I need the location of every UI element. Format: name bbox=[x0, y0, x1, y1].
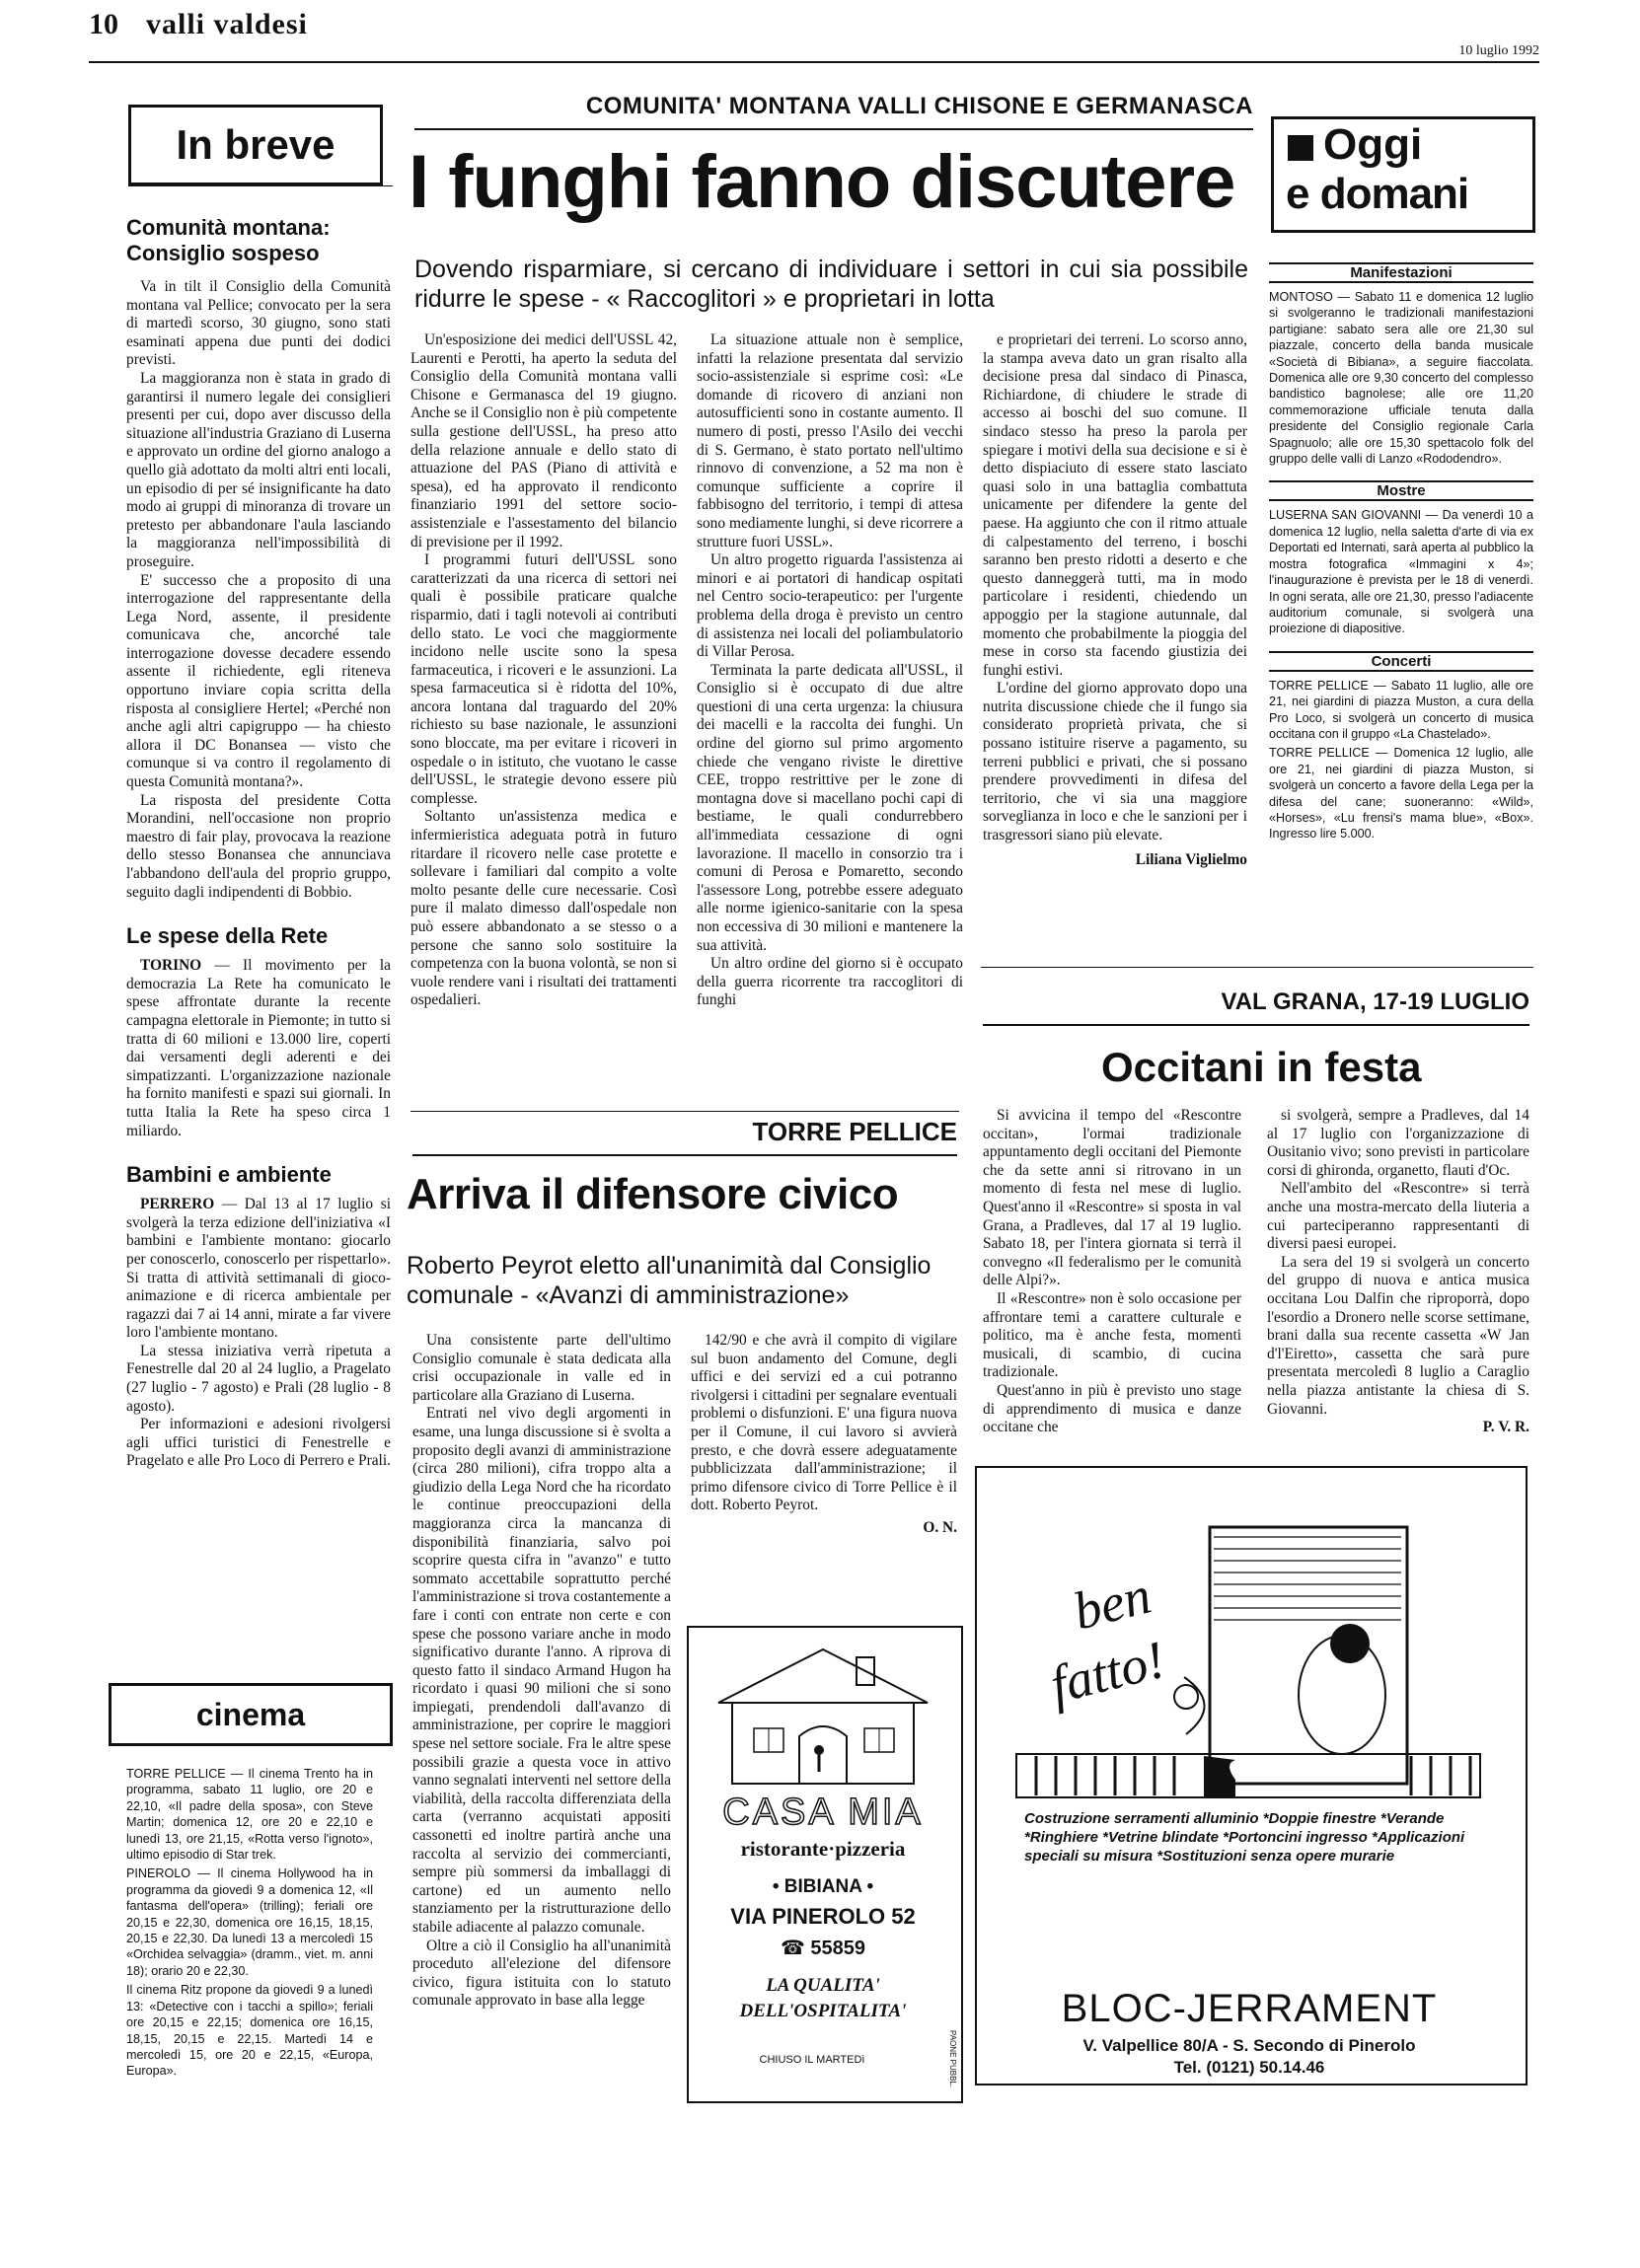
item-headline: Comunità montana: Consiglio sospeso bbox=[126, 215, 331, 265]
oggi-title-2: e domani bbox=[1286, 170, 1469, 218]
difensore-kicker: TORRE PELLICE bbox=[752, 1117, 957, 1146]
paragraph: Un altro progetto riguarda l'assistenza ai minori e ai portatori di handicap ospitati nel Centro socio-terapeutico: per l'urgente problema della droga è previsto un centro di assistenza nei locali del poliambulatorio di Villar Perosa. bbox=[697, 551, 963, 661]
occitani-column-1 bbox=[983, 1107, 1241, 1437]
paragraph: E' successo che a proposito di una interrogazione del rappresentante della Lega Nord, assente, il presidente comunicava che, ancorché tale interrogazione dovesse decadere essendo assente il richiedente, egli riteneva opportuno inviare copia scritta della risposta al consigliere Hertel; «Perché non anche agli altri capigruppo — ha chiesto allora il DC Bonansea — visto che comunque si va contro il regolamento di questa Comunità montana?». bbox=[126, 571, 391, 791]
dateline: PERRERO bbox=[140, 1196, 215, 1213]
occitani-kicker-rule bbox=[983, 1024, 1529, 1026]
difensore-byline: O. N. bbox=[923, 1518, 957, 1536]
paragraph: Un altro ordine del giorno si è occupato della guerra ricorrente tra raccoglitori di funghi bbox=[697, 955, 963, 1009]
ad-type: ristorante·pizzeria bbox=[740, 1837, 906, 1861]
paragraph: si svolgerà, sempre a Pradleves, dal 14 al 17 luglio con l'organizzazione di Ousitanio vivo; sono previsti in particolare corsi di ghironda, organetto, flauti d'Oc. bbox=[1267, 1107, 1529, 1179]
cinema-listings bbox=[126, 1766, 373, 2083]
funghi-byline: Liliana Viglielmo bbox=[1135, 850, 1247, 868]
divider-center bbox=[410, 1111, 959, 1112]
ad-script-2: fatto! bbox=[1044, 1629, 1171, 1716]
in-breve-item-2 bbox=[126, 923, 391, 1140]
funghi-headline: I funghi fanno discutere bbox=[409, 140, 1235, 224]
paragraph: La risposta del presidente Cotta Morandini, nell'occasione non proprio maestro di fair play, provocava la reazione dello stesso Bonansea che annunciava l'abbandono dell'aula del proprio gruppo, seguito dagli indipendenti di Bobbio. bbox=[126, 791, 391, 901]
ad-bloc-serrament bbox=[975, 1466, 1528, 2085]
section-head-mostre: Mostre bbox=[1269, 480, 1533, 501]
paragraph: Un'esposizione dei medici dell'USSL 42, Laurenti e Perotti, ha aperto la seduta del Consiglio della Comunità montana valli Chisone e Germanasca del 19 giugno. Anche se il Consiglio non è più competente sulla gestione dell'USSL, ha preso atto della relazione annuale e dello stato di attuazione del PAS (Piano di attività e spesa), ed ha approvato il rendiconto finanziario 1991 del settore socio-assistenziale e l'assestamento del bilancio di previsione per il 1992. bbox=[410, 331, 677, 550]
funghi-kicker: COMUNITA' MONTANA VALLI CHISONE E GERMANASCA bbox=[585, 93, 1253, 119]
ad-slogan-1: LA QUALITA' bbox=[766, 1975, 880, 1996]
occitani-headline: Occitani in festa bbox=[1101, 1044, 1422, 1090]
divider-right-upper bbox=[981, 967, 1533, 968]
oggi-title-1: Oggi bbox=[1323, 120, 1423, 169]
paragraph: La sera del 19 si svolgerà un concerto del gruppo di nuova e antica musica occitana Lou Dalfin che riproporrà, dopo l'esordio a Dronero nelle scorse settimane, brani dalla sua recente cassetta «W Jan d'l'Eiretto», cassetta che sarà pure presentata mercoledì 8 luglio a Caraglio nella piazza antistante la chiesa di S. Giovanni. bbox=[1267, 1253, 1529, 1418]
page-number: 10 bbox=[89, 8, 118, 40]
item-headline: Bambini e ambiente bbox=[126, 1162, 332, 1188]
paragraph: Quest'anno in più è previsto uno stage di apprendimento di musica e danze occitane che bbox=[983, 1381, 1241, 1436]
item-headline: Le spese della Rete bbox=[126, 923, 329, 949]
paragraph: I programmi futuri dell'USSL sono caratterizzati da una ricerca di settori nei quali è possibile praticare qualche risparmio, dati i tagli notevoli ai contributi dello stato. Le voci che maggiormente incidono nelle uscite sono la spesa farmaceutica, i ricoveri e le assunzioni. La spesa farmaceutica si è ridotta del 10%, ancora lontana dal traguardo del 20% richiesto su base nazionale, le assunzioni sono bloccate, ma per evitare i ricoveri in ospedale o in istituto, che vuotano le casse dell'USSL, le strategie devono essere più complesse. bbox=[410, 551, 677, 807]
funghi-column-3 bbox=[983, 331, 1247, 869]
oggi-box bbox=[1271, 116, 1535, 233]
paragraph-text: — Il movimento per la democrazia La Rete ha comunicato le spese affrontate durante la recente campagna elettorale in Piemonte; in tutto si tratta di 60 milioni e 13.000 lire, coperti dai versamenti degli aderenti e dei simpatizzanti. L'organizzazione nazionale ha fornito manifesti e spazi sui giornali. In tutta Italia la Rete ha speso circa 1 miliardo. bbox=[126, 957, 391, 1139]
ad-bloc-address: V. Valpellice 80/A - S. Secondo di Pinerolo bbox=[1082, 2036, 1416, 2055]
difensore-column-2 bbox=[691, 1332, 957, 1538]
section-head-manifestazioni: Manifestazioni bbox=[1269, 262, 1533, 283]
section-body bbox=[1269, 507, 1533, 636]
ad-casa-mia bbox=[687, 1626, 963, 2103]
ad-phone-row bbox=[689, 1936, 957, 1960]
ad-name: CASA MIA bbox=[722, 1792, 924, 1833]
occitani-column-2 bbox=[1267, 1107, 1529, 1437]
in-breve-underline bbox=[128, 185, 393, 186]
cinema-paragraph: PINEROLO — Il cinema Hollywood ha in programma da giovedì 9 a domenica 12, «Il fantasma dell'opera» (trilling); feriali ore 20,15 e 22,30, domenica ore 16,15, 18,15, 20,15 e 22,30. Da lunedì 13 a mercoledì 15 «Orchidea selvaggia» (dramm., viet. m. anni 18); orario 20 e 22,30. bbox=[126, 1866, 373, 1978]
paragraph: e proprietari dei terreni. Lo scorso anno, la stampa aveva dato un gran risalto alla decisione presa dal sindaco di Pinasca, Richiardone, di chiudere le strade di accesso ai boschi del suo comune. Il sindaco stesso ha preso la parola per spiegare i motivi della sua decisione e si è detto dispiaciuto di essere stato lasciato quasi solo in una battaglia combattuta unicamente per difendere la gente del paese. Ha aggiunto che con il ritmo attuale di calpestamento del terreno, i boschi saranno ben presto ridotti a deserto e che questo danneggerà tutti, ma in modo particolare i residenti, chiedendo un appoggio per la stagione autunnale, dal momento che probabilmente la pioggia del mese in corso sta facendo giustizia dei funghi estivi. bbox=[983, 331, 1247, 679]
paragraph: Soltanto un'assistenza medica e infermieristica adeguata potrà in futuro ritardare il ricovero nelle case protette e sollevare i familiari dal compito a volte molto pesante delle cure necessarie. Così pure il malato dimesso dall'ospedale non può essere abbandonato a se stesso o a persone che sanno solo sostituire la competenza con la buona volontà, se non si vuole rendere vani i risultati dei trattamenti ospedalieri. bbox=[410, 808, 677, 1009]
paragraph: Il «Rescontre» non è solo occasione per affrontare temi a carattere culturale e politico, ma è anche festa, momenti musicali, di scambio, di cucina tradizionale. bbox=[983, 1289, 1241, 1381]
in-breve-box bbox=[128, 105, 383, 185]
cinema-title: cinema bbox=[195, 1696, 306, 1732]
funghi-kicker-rule bbox=[414, 128, 1253, 130]
event-paragraph: LUSERNA SAN GIOVANNI — Da venerdì 10 a domenica 12 luglio, nella saletta d'arte di via ex Deportati ed Internati, sarà aperta al pubblico la mostra fotografica «Immagini x 4»; l'inaugurazione è prevista per le 18 di venerdì. In ogni serata, alle ore 21,30, presso l'adiacente auditorium comunale, si svolgerà una proiezione di diapositive. bbox=[1269, 508, 1533, 636]
paragraph: Per informazioni e adesioni rivolgersi agli uffici turistici di Fenestrelle e Pragelato e alle Pro Loco di Perrero e Prali. bbox=[126, 1416, 391, 1470]
section-body bbox=[1269, 289, 1533, 467]
ad-town: • BIBIANA • bbox=[772, 1876, 874, 1897]
oggi-column bbox=[1269, 262, 1533, 845]
window-illustration bbox=[977, 1468, 1522, 1823]
in-breve-item-1 bbox=[126, 215, 391, 902]
paragraph: 142/90 e che avrà il compito di vigilare sul buon andamento del Comune, degli uffici e dei servizi ed a cui potranno rivolgersi i cittadini per segnalare eventuali problemi o disfunzioni. E' una figura nuova per il Comune, il cui lavoro si avvierà presto, e che dovrà essere adeguatamente pubblicizzata dall'amministrazione; il primo difensore civico di Torre Pellice è il dott. Roberto Peyrot. bbox=[691, 1332, 957, 1514]
difensore-column-1 bbox=[412, 1332, 671, 2011]
difensore-kicker-rule bbox=[412, 1154, 957, 1156]
in-breve-title: In breve bbox=[176, 121, 335, 168]
masthead-rule bbox=[89, 61, 1539, 63]
dateline: TORINO bbox=[140, 957, 202, 975]
ad-address: VIA PINEROLO 52 bbox=[730, 1904, 916, 1929]
paragraph: Nell'ambito del «Rescontre» si terrà anche una mostra-mercato della liuteria a cui parteciperanno rappresentanti di diversi paesi europei. bbox=[1267, 1180, 1529, 1253]
event-paragraph: TORRE PELLICE — Sabato 11 luglio, alle ore 21, nei giardini di piazza Muston, a cura della Pro Loco, si svolgerà un concerto di musica occitana con il gruppo «La Chastelado». bbox=[1269, 678, 1533, 741]
funghi-subhead: Dovendo risparmiare, si cercano di individuare i settori in cui sia possibile ridurre le spese - « Raccoglitori » e proprietari in lotta bbox=[414, 256, 1248, 313]
ad-bloc-name: BLOC-JERRAMENT bbox=[1061, 1987, 1438, 2030]
phone-icon: ☎ bbox=[780, 1938, 805, 1959]
event-paragraph: MONTOSO — Sabato 11 e domenica 12 luglio si svolgeranno le tradizionali manifestazioni partigiane: sabato sera alle ore 21,30 sul piazzale, concerto della banda musicale «Società di Bibiana», a seguire fiaccolata. Domenica alle ore 9,30 concerto del complesso bandistico bagnolese; alle ore 11,20 commemorazione ufficiale tenuta dalla presidente del Consiglio regionale Carla Spagnuolo; alle ore 15,30 spettacolo folk del gruppo delle valli di Lanzo «Rododendro». bbox=[1269, 290, 1533, 467]
paragraph: La stessa iniziativa verrà ripetuta a Fenestrelle dal 20 al 24 luglio, a Pragelato (27 luglio - 7 agosto) e Prali (28 luglio - 8 agosto). bbox=[126, 1342, 391, 1415]
paragraph: Oltre a ciò il Consiglio ha all'unanimità proceduto all'elezione del difensore civico, figura istituita con lo statuto comunale approvato in base alla legge bbox=[412, 1937, 671, 2010]
paragraph: Terminata la parte dedicata all'USSL, il Consiglio si è occupato di due altre questioni di una certa urgenza: la chiusura dei macelli e la raccolta dei funghi. Un ordine del giorno sul primo argomento chiede che vengano riviste le direttive CEE, troppo restrittive per le zone di montagna dove si macellano pochi capi di bestiame, le quali condurrebbero all'immediata cessazione di ogni lavorazione. Il macello in consorzio tra i comuni di Perosa e Pomaretto, secondo l'assessore Long, potrebbe essere adeguato alle norme igienico-sanitarie con la spesa non eccessiva di 30 milioni e mantenere la sua attività. bbox=[697, 661, 963, 954]
paragraph: Va in tilt il Consiglio della Comunità montana val Pellice; convocato per la sera di martedì scorso, 30 giugno, sono stati esaminati appena due punti dei dodici previsti. bbox=[126, 278, 391, 369]
cinema-paragraph: TORRE PELLICE — Il cinema Trento ha in programma, sabato 11 luglio, ore 20 e 22,10, «Il padre della sposa», con Steve Martin; domenica 12, ore 20 e 22,10 e lunedì 13, ore 21,15, «Rotta verso l'ignoto», ultimo episodio di Star trek. bbox=[126, 1767, 373, 1863]
ad-description: Costruzione serramenti alluminio *Doppie finestre *Verande *Ringhiere *Vetrine blindate *Portoncini ingresso *Applicazioni speciali su misura *Sostituzioni senza opere murarie bbox=[1024, 1810, 1465, 1865]
paragraph: Si avvicina il tempo del «Rescontre occitan», l'ormai tradizionale appuntamento degli occitani del Piemonte che da sette anni si ritrovano in un momento di festa nel mese di luglio. Quest'anno il «Rescontre» si sposta in val Grana, a Pradleves, dal 17 al 19 luglio. Sabato 18, per l'intera giornata si terrà il convegno «Il federalismo per le comunità delle Alpi?». bbox=[983, 1107, 1241, 1289]
square-bullet-icon bbox=[1288, 135, 1313, 161]
section-body bbox=[1269, 678, 1533, 842]
paragraph: La maggioranza non è stata in grado di garantirsi il numero legale dei consiglieri presenti per cui, dopo aver discusso della situazione all'industria Graziano di Luserna e approvato un ordine del giorno analogo a quello già adottato da molti altri enti locali, un episodio di per sé insignificante ha dato modo ai gruppi di minoranza di trovare un pretesto per abbandonare l'aula lasciando la maggioranza nell'impossibilità di proseguire. bbox=[126, 369, 391, 570]
occitani-byline: P. V. R. bbox=[1482, 1419, 1529, 1436]
ad-agency: PAONE PUBBL. bbox=[948, 2030, 957, 2088]
in-breve-column bbox=[126, 215, 391, 1471]
paper-name: valli valdesi bbox=[146, 8, 308, 40]
paragraph bbox=[126, 957, 391, 1140]
event-paragraph: TORRE PELLICE — Domenica 12 luglio, alle ore 21, nei giardini di piazza Muston, si svolgerà un concerto a favore della Lega per la difesa del cane; suoneranno: «Wild», «Horses», «Lu frensi's mama blue», «Box». Ingresso lire 5.000. bbox=[1269, 746, 1533, 841]
funghi-column-1 bbox=[410, 331, 677, 1010]
paragraph: Una consistente parte dell'ultimo Consiglio comunale è stata dedicata alla crisi occupazionale in valle ed in particolare alla Graziano di Luserna. bbox=[412, 1332, 671, 1404]
house-illustration bbox=[689, 1634, 957, 1792]
difensore-subhead: Roberto Peyrot eletto all'unanimità dal Consiglio comunale - «Avanzi di amministrazione» bbox=[407, 1252, 932, 1309]
occitani-kicker: VAL GRANA, 17-19 LUGLIO bbox=[1221, 988, 1529, 1015]
ad-bloc-phone: Tel. (0121) 50.14.46 bbox=[1173, 2058, 1325, 2077]
ad-slogan-2: DELL'OSPITALITA' bbox=[739, 2001, 907, 2021]
difensore-headline: Arriva il difensore civico bbox=[407, 1170, 899, 1218]
cinema-box bbox=[109, 1683, 393, 1746]
section-head-concerti: Concerti bbox=[1269, 651, 1533, 672]
cinema-paragraph: Il cinema Ritz propone da giovedì 9 a lunedì 13: «Detective con i tacchi a spillo»; feriali ore 20,15 e 22,15; domenica ore 16,15, 18,15, 20,15 e 22,15. Martedì 14 e mercoledì 15, ore 20 e 22,15, «Europa, Europa». bbox=[126, 1983, 373, 2079]
issue-date: 10 luglio 1992 bbox=[1458, 43, 1539, 58]
paragraph: La situazione attuale non è semplice, infatti la relazione presentata dal servizio socio-assistenziale si esprime così: «Le domande di ricovero di anziani non autosufficienti sono in costante aumento. Il numero di posti, presso l'Asilo dei vecchi di S. Germano, è stato portato nell'ultimo rinnovo di convenzione, a 52 ma non è comunque sufficiente a coprire il fabbisogno del territorio, i tempi di attesa sono mediamente lunghi, si deve ricorrere a strutture fuori USSL». bbox=[697, 331, 963, 550]
masthead bbox=[89, 6, 1539, 58]
funghi-column-2 bbox=[697, 331, 963, 1010]
paragraph bbox=[126, 1196, 391, 1343]
paragraph: Entrati nel vivo degli argomenti in esame, una lunga discussione si è svolta a proposito degli avanzi di amministrazione (circa 280 milioni), cifra troppo alta a giudizio della Lega Nord che ha ricordato le continue preoccupazioni della maggioranza circa la mancanza di disponibilità finanziaria, salvo poi scoprire questa cifra in "avanzo" e tutto sommato accettabile soprattutto perché l'amministrazione si trova costantemente a fare i conti con entrate non certe e con spese che possono variare anche in modo significativo durante l'anno. A riprova di questo fatto il sindaco Armand Hugon ha ricordato i quasi 90 milioni che si sono impiegati, prendendoli dall'avanzo di amministrazione, per coprire le maggiori spese nel settore sociale. Fra le altre spese possibili grazie a questa voce in attivo vanno segnalati interventi nel settore della viabilità, della raccolta differenziata della carta (verranno acquistati appositi cassonetti ed inoltre partirà anche una raccolta al servizio dei commercianti, sempre più sommersi da imballaggi di cartone) ed un aumento nello stanziamento per la ristrutturazione dello stabile adiacente al palazzo comunale. bbox=[412, 1405, 671, 1936]
paragraph: L'ordine del giorno approvato dopo una nutrita discussione chiede che il fungo sia considerato proprietà privata, che si possano istituire riserve a pagamento, su terreni pubblici e privati, che si possano prendere provvedimenti in difesa del territorio, che vi sia una maggiore sorveglianza in loco e che le sanzioni per i trasgressori siano più elevate. bbox=[983, 680, 1247, 844]
ad-phone: 55859 bbox=[810, 1938, 866, 1959]
ad-closed: CHIUSO IL MARTEDì bbox=[759, 2054, 865, 2066]
ad-script-1: ben bbox=[1067, 1565, 1157, 1642]
paragraph-text: — Dal 13 al 17 luglio si svolgerà la terza edizione dell'iniziativa «I bambini e l'ambiente montano: giocarlo per conoscerlo, conoscerlo per rispettarlo». Si tratta di attività settimanali di gioco-animazione e di ricerca ambientale per ragazzi dai 7 ai 14 anni, mirate a far vivere loro l'ambiente montano. bbox=[126, 1196, 391, 1342]
in-breve-item-3 bbox=[126, 1162, 391, 1471]
